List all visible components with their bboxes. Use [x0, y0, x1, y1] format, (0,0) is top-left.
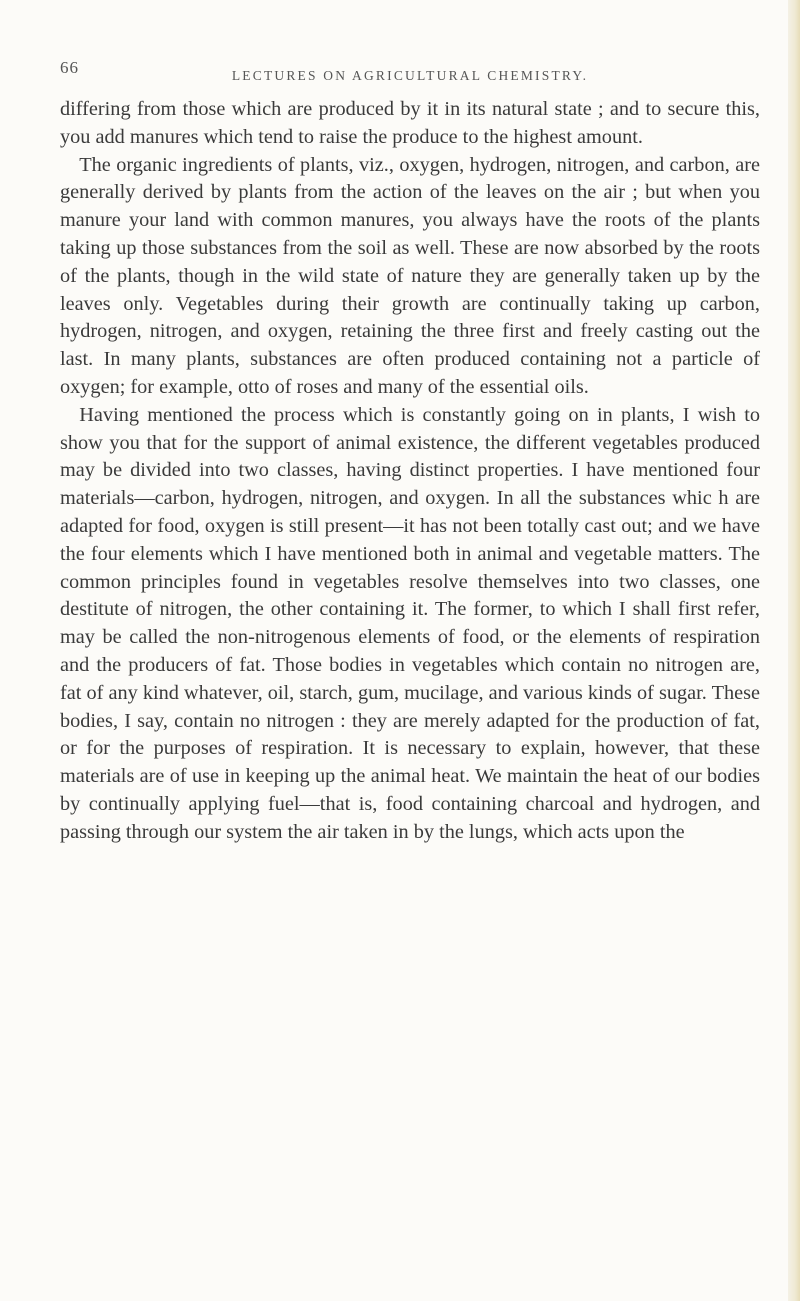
page-edge [788, 0, 800, 1301]
paragraph-3: Having mentioned the process which is constantly going on in plants, I wish to show you that for the support of animal existence, the different vegetables produced may be divided into two classes, having distinct properties. I have mentioned four materials—carbon, hydrogen, nitrogen, and oxygen. In all the substances whic h are adapted for food, oxygen is still present—it has not been totally cast out; and we have the four elements which I have mentioned both in animal and vegetable matters. The common principles found in vegetables resolve themselves into two classes, one destitute of nitrogen, the other containing it. The former, to which I shall first refer, may be called the non-nitrogenous elements of food, or the elements of respiration and the producers of fat. Those bodies in vegetables which contain no nitrogen are, fat of any kind whatever, oil, starch, gum, mucilage, and various kinds of sugar. These bodies, I say, contain no nitrogen : they are merely adapted for the production of fat, or for the purposes of respiration. It is necessary to explain, however, that these materials are of use in keeping up the animal heat. We maintain the heat of our bodies by continually applying fuel—that is, food containing charcoal and hydrogen, and passing through our system the air taken in by the lungs, which acts upon the [60, 403, 760, 843]
body-text [60, 96, 760, 847]
running-head: LECTURES ON AGRICULTURAL CHEMISTRY. [231, 68, 589, 83]
paragraph-1: differing from those which are produced by it in its natural state ; and to secure this, you add manures which tend to raise the produce to the highest amount. [60, 98, 760, 148]
page-header [60, 60, 760, 90]
paragraph-2: The organic ingredients of plants, viz., oxygen, hydrogen, nitrogen, and carbon, are generally derived by plants from the action of the leaves on the air ; but when you manure your land with common manures, you always have the roots of the plants taking up those substances from the soil as well. These are now absorbed by the roots of the plants, though in the wild state of nature they are generally taken up by the leaves only. Vegetables during their growth are continually taking up carbon, hydrogen, nitrogen, and oxygen, retaining the three first and freely casting out the last. In many plants, substances are often produced containing not a particle of oxygen; for example, otto of roses and many of the essential oils. [60, 153, 760, 398]
page-number: 66 [60, 58, 79, 77]
